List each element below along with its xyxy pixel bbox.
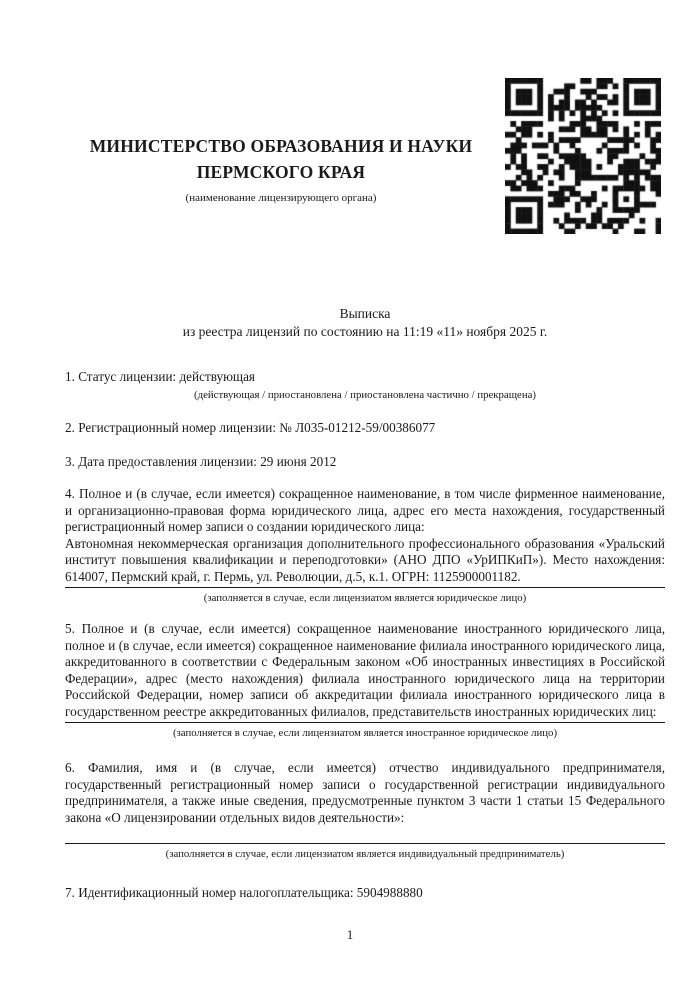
page-number: 1 (346, 927, 354, 942)
legal-entity-value: Автономная некоммерческая организация дополнительного профессионального образования «Уральский институт повышения квалификации и переподготовки» (АНО ДПО «УрИПКиП»). Место нахождения: 614007, Пермский край, г. Пермь, ул. Революции, д.5, к.1. ОГРН: 1125900001182. (65, 535, 665, 584)
foreign-entity-note: (заполняется в случае, если лицензиатом является иностранное юридическое лицо) (172, 727, 558, 739)
ministry-name-line2: ПЕРМСКОГО КРАЯ (196, 162, 366, 182)
document-title (65, 305, 665, 341)
licensing-authority-title (65, 0, 497, 185)
license-status-line: 1. Статус лицензии: действующая (65, 369, 256, 384)
legal-entity-section (65, 486, 665, 585)
legal-entity-note: (заполняется в случае, если лицензиатом является юридическое лицо) (203, 592, 527, 604)
ministry-name-line1: МИНИСТЕРСТВО ОБРАЗОВАНИЯ И НАУКИ (89, 136, 473, 156)
qr-code-icon (505, 78, 661, 234)
legal-entity-label: 4. Полное и (в случае, если имеется) сокращенное наименование, в том числе фирменное наименование, и организационно-правовая форма юридического лица, адрес его места нахождения, государственный регистрационный номер записи о создании юридического лица: (65, 486, 665, 534)
foreign-entity-section: 5. Полное и (в случае, если имеется) сокращенное наименование иностранного юридического лица, полное и (в случае, если имеется) сокращенное наименование филиала иностранного юридического лица, аккредитованного в соответствии с Федеральным законом «Об иностранных инвестициях в Российской Федерации», адрес (место нахождения) филиала иностранного юридического лица на территории Российской Федерации, номер записи об аккредитации филиала иностранного юридического лица в государственном реестре аккредитованных филиалов, представительств иностранных юридических лиц: (65, 621, 665, 719)
license-date-line: 3. Дата предоставления лицензии: 29 июня 2012 (65, 454, 337, 469)
entrepreneur-section: 6. Фамилия, имя и (в случае, если имеется) отчество индивидуального предпринимателя, государственный регистрационный номер записи о государственной регистрации индивидуального предпринимателя, а также иные сведения, предусмотренные пунктом 3 части 1 статьи 15 Федерального закона «О лицензировании отдельных видов деятельности»: (65, 760, 665, 825)
legal-entity-rule-line (65, 587, 665, 588)
document-title-line2: из реестра лицензий по состоянию на 11:19 «11» ноября 2025 г. (182, 324, 548, 339)
foreign-entity-rule-line (65, 722, 665, 723)
entrepreneur-note: (заполняется в случае, если лицензиатом является индивидуальный предприниматель) (165, 848, 565, 860)
entrepreneur-blank-field (65, 826, 665, 844)
license-status-note: (действующая / приостановлена / приостановлена частично / прекращена) (194, 389, 536, 401)
license-number-line: 2. Регистрационный номер лицензии: № Л035-01212-59/00386077 (65, 420, 436, 435)
document-title-line1: Выписка (339, 306, 391, 321)
authority-caption: (наименование лицензирующего органа) (185, 192, 377, 204)
taxpayer-number-line: 7. Идентификационный номер налогоплательщика: 5904988880 (65, 885, 423, 900)
